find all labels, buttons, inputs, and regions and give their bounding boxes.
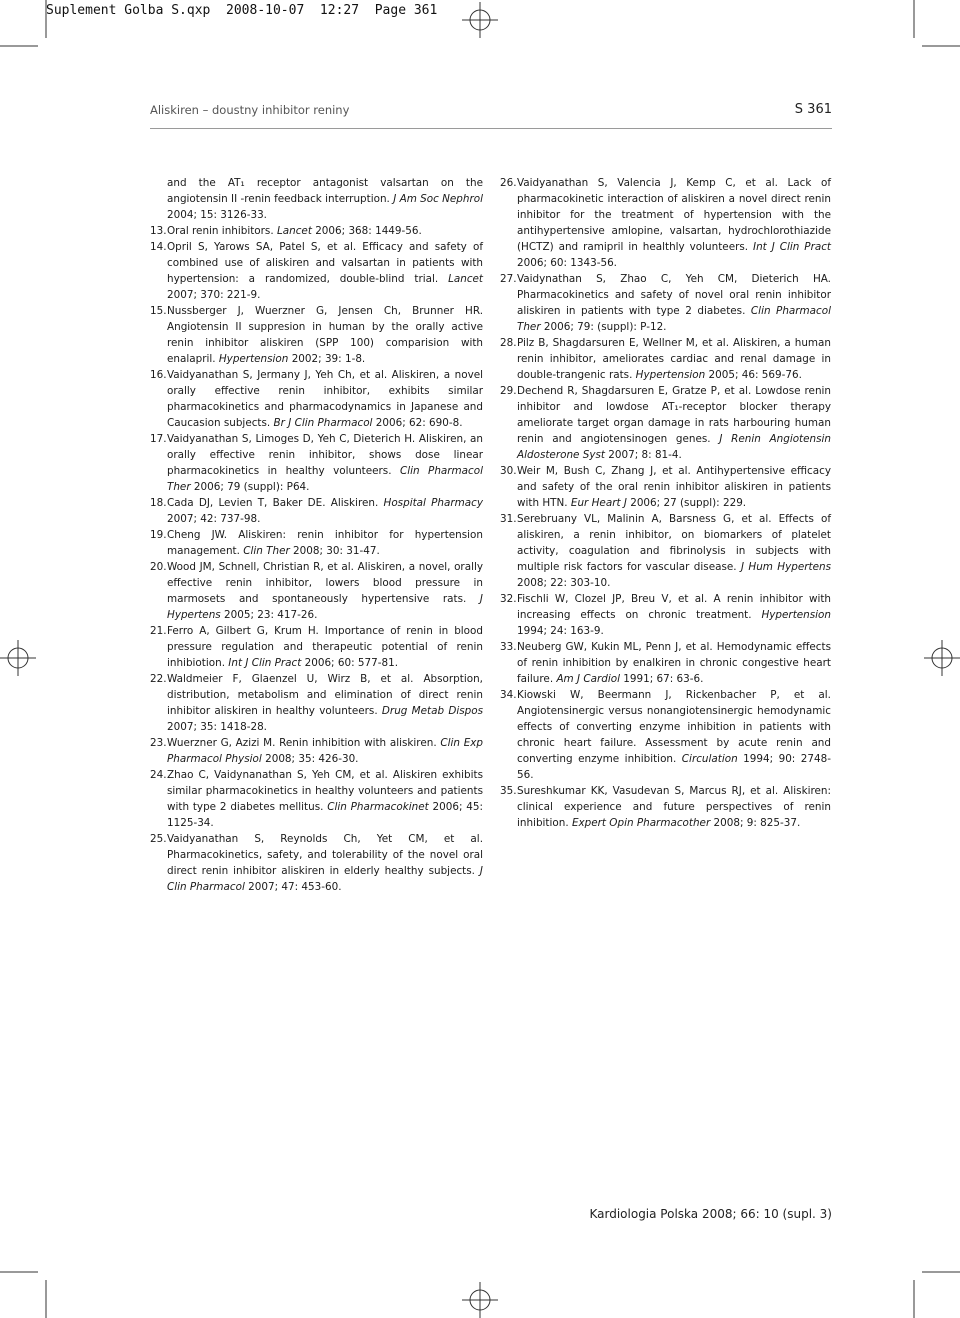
- crop-mark-icon: [0, 0, 80, 80]
- reference-number: 30.: [500, 465, 517, 477]
- reference-citation: 2006; 368: 1449-56.: [311, 225, 422, 237]
- reference-citation: 2006; 79: (suppl): P-12.: [540, 321, 667, 333]
- crosshair-mark-icon: [924, 640, 960, 676]
- reference-number: 26.: [500, 177, 517, 189]
- reference-number: 18.: [150, 497, 167, 509]
- reference-text: Nussberger J, Wuerzner G, Jensen Ch, Brunner HR. Angiotensin II suppresion in human by the orally active renin inhibitor aliskiren (SPP 100) comparision with enalapril.: [167, 305, 483, 365]
- reference-journal: J Am Soc Nephrol: [393, 193, 484, 205]
- reference-text: Wood JM, Schnell, Christian R, et al. Aliskiren, a novel, orally effective renin inhibitor, lowers blood pressure in marmosets and spontaneously hypertensive rats.: [167, 561, 483, 605]
- reference-text: Kiowski W, Beermann J, Rickenbacher P, et al. Angiotensinergic versus nonangiotensinergic hemodynamic effects of converting enzyme inhibition in patients with chronic heart failure. Assessment by acute renin and converting enzyme inhibition.: [517, 689, 831, 765]
- reference-number: 29.: [500, 385, 517, 397]
- reference-journal: Clin Pharmacol Ther: [167, 465, 483, 493]
- reference-citation: 2007; 47: 453-60.: [244, 881, 342, 893]
- reference-citation: 1994; 24: 163-9.: [517, 625, 604, 637]
- reference-number: 21.: [150, 625, 167, 637]
- reference-journal: Int J Clin Pract: [753, 241, 831, 253]
- reference-entry: [150, 527, 483, 559]
- reference-journal: Clin Pharmacol Ther: [517, 305, 831, 333]
- reference-text: Vaidynathan S, Zhao C, Yeh CM, Dieterich HA. Pharmacokinetics and safety of novel oral renin inhibitor aliskiren in patients with type 2 diabetes.: [517, 273, 831, 317]
- reference-text: Weir M, Bush C, Zhang J, et al. Antihypertensive efficacy and safety of the oral renin inhibitor aliskiren in patients with HTN.: [517, 465, 831, 509]
- reference-text: Cheng JW. Aliskiren: renin inhibitor for hypertension management.: [167, 529, 483, 557]
- reference-entry: [150, 735, 483, 767]
- reference-entry: [150, 239, 483, 303]
- reference-journal: Hypertension: [635, 369, 706, 381]
- reference-citation: 2008; 30: 31-47.: [289, 545, 380, 557]
- reference-journal: J Clin Pharmacol: [167, 865, 483, 893]
- reference-journal: Lancet: [276, 225, 312, 237]
- running-head-title: Aliskiren – doustny inhibitor reniny: [150, 103, 350, 117]
- reference-number: 32.: [500, 593, 517, 605]
- reference-journal: Eur Heart J: [570, 497, 627, 509]
- reference-journal: Clin Pharmacokinet: [327, 801, 429, 813]
- reference-entry: [150, 671, 483, 735]
- reference-entry: [500, 335, 831, 383]
- reference-number: 31.: [500, 513, 517, 525]
- crop-mark-icon: [880, 1238, 960, 1318]
- reference-journal: J Renin Angiotensin Aldosterone Syst: [517, 433, 831, 461]
- reference-journal: Am J Cardiol: [556, 673, 620, 685]
- header-divider: [150, 128, 832, 129]
- reference-citation: 2007; 35: 1418-28.: [167, 721, 267, 733]
- reference-citation: 2007; 370: 221-9.: [167, 289, 261, 301]
- reference-entry: [150, 831, 483, 895]
- reference-entry: [150, 559, 483, 623]
- reference-citation: 1991; 67: 63-6.: [619, 673, 704, 685]
- print-slug: Suplement Golba S.qxp 2008-10-07 12:27 Page 361: [46, 3, 438, 18]
- reference-citation: 2005; 46: 569-76.: [705, 369, 802, 381]
- reference-number: 19.: [150, 529, 167, 541]
- reference-entry: [150, 367, 483, 431]
- reference-citation: 2006; 79 (suppl): P64.: [190, 481, 310, 493]
- reference-journal: Expert Opin Pharmacother: [571, 817, 711, 829]
- reference-journal: Br J Clin Pharmacol: [273, 417, 373, 429]
- reference-entry: [500, 383, 831, 463]
- reference-number: 22.: [150, 673, 167, 685]
- reference-journal: Lancet: [448, 273, 483, 285]
- reference-number: 15.: [150, 305, 167, 317]
- reference-entry: [150, 175, 483, 223]
- reference-entry: [150, 623, 483, 671]
- reference-entry: [500, 271, 831, 335]
- reference-citation: 2007; 8: 81-4.: [604, 449, 682, 461]
- reference-number: 16.: [150, 369, 167, 381]
- reference-text: Vaidyanathan S, Limoges D, Yeh C, Dieterich H. Aliskiren, an orally effective renin inhibitor, shows dose linear pharmacokinetics in healthy volunteers.: [167, 433, 483, 477]
- reference-journal: Hospital Pharmacy: [383, 497, 483, 509]
- reference-text: Sureshkumar KK, Vasudevan S, Marcus RJ, et al. Aliskiren: clinical experience and future perspectives of renin inhibition.: [517, 785, 831, 829]
- reference-journal: Hypertension: [218, 353, 289, 365]
- reference-citation: 2005; 23: 417-26.: [220, 609, 318, 621]
- references-left-column: [150, 175, 483, 895]
- reference-entry: [150, 431, 483, 495]
- crosshair-mark-icon: [0, 640, 36, 676]
- reference-entry: [150, 303, 483, 367]
- reference-number: 23.: [150, 737, 167, 749]
- reference-number: 27.: [500, 273, 517, 285]
- reference-entry: [500, 511, 831, 591]
- reference-citation: 2006; 60: 577-81.: [301, 657, 398, 669]
- reference-number: 35.: [500, 785, 517, 797]
- page-number: S 361: [794, 102, 832, 117]
- reference-citation: 2008; 22: 303-10.: [517, 577, 611, 589]
- reference-text: Ferro A, Gilbert G, Krum H. Importance of renin in blood pressure regulation and therapeutic potential of renin inhibiotion.: [167, 625, 483, 669]
- reference-entry: [500, 175, 831, 271]
- reference-number: 25.: [150, 833, 167, 845]
- reference-text: Vaidyanathan S, Reynolds Ch, Yet CM, et al. Pharmacokinetics, safety, and tolerability of the novel oral direct renin inhibitor aliskiren in elderly healthy subjects.: [167, 833, 483, 877]
- reference-text: Wuerzner G, Azizi M. Renin inhibition with aliskiren.: [167, 737, 441, 749]
- reference-number: 13.: [150, 225, 167, 237]
- reference-journal: J Hypertens: [167, 593, 483, 621]
- crop-mark-icon: [880, 0, 960, 80]
- reference-journal: Circulation: [681, 753, 738, 765]
- reference-journal: Hypertension: [761, 609, 831, 621]
- reference-citation: 2006; 62: 690-8.: [372, 417, 463, 429]
- reference-entry: [500, 783, 831, 831]
- reference-entry: [500, 687, 831, 783]
- reference-citation: 1994; 90: 2748-56.: [517, 753, 831, 781]
- reference-number: 17.: [150, 433, 167, 445]
- reference-citation: 2006; 27 (suppl): 229.: [626, 497, 747, 509]
- reference-text: Dechend R, Shagdarsuren E, Gratze P, et al. Lowdose renin inhibitor and lowdose AT₁-receptor blocker therapy ameliorate target organ damage in rats harbouring human renin and angiotensinogen genes.: [517, 385, 831, 445]
- reference-number: 14.: [150, 241, 167, 253]
- reference-text: and the AT₁ receptor antagonist valsartan on the angiotensin II -renin feedback interruption.: [167, 177, 483, 205]
- reference-number: 28.: [500, 337, 517, 349]
- reference-text: Vaidyanathan S, Jermany J, Yeh Ch, et al. Aliskiren, a novel orally effective renin inhibitor, exhibits similar pharmacokinetics and pharmacodynamics in Japanese and Caucasion subjects.: [167, 369, 483, 429]
- crosshair-mark-icon: [462, 1282, 498, 1318]
- reference-number: 24.: [150, 769, 167, 781]
- reference-journal: Clin Exp Pharmacol Physiol: [167, 737, 483, 765]
- reference-text: Fischli W, Clozel JP, Breu V, et al. A renin inhibitor with increasing effects on chronic treatment.: [517, 593, 831, 621]
- crop-mark-icon: [0, 1238, 80, 1318]
- reference-text: Neuberg GW, Kukin ML, Penn J, et al. Hemodynamic effects of renin inhibition by enalkiren in chronic congestive heart failure.: [517, 641, 831, 685]
- reference-citation: 2007; 42: 737-98.: [167, 513, 261, 525]
- reference-text: Waldmeier F, Glaenzel U, Wirz B, et al. Absorption, distribution, metabolism and elimination of direct renin inhibitor aliskiren in healthy volunteers.: [167, 673, 483, 717]
- reference-entry: [150, 223, 483, 239]
- reference-entry: [500, 591, 831, 639]
- reference-number: 34.: [500, 689, 517, 701]
- reference-text: Vaidyanathan S, Valencia J, Kemp C, et al. Lack of pharmacokinetic interaction of aliskiren a novel direct renin inhibitor for the treatment of hypertension with the antihypertensive amlopine, valsartan, hydrochlorothiazide (HCTZ) and ramipril in healthly volunteers.: [517, 177, 831, 253]
- reference-citation: 2008; 35: 426-30.: [261, 753, 359, 765]
- reference-citation: 2006; 45: 1125-34.: [167, 801, 483, 829]
- reference-entry: [500, 639, 831, 687]
- reference-citation: 2006; 60: 1343-56.: [517, 257, 617, 269]
- reference-number: 20.: [150, 561, 167, 573]
- reference-citation: 2008; 9: 825-37.: [710, 817, 801, 829]
- journal-footer: Kardiologia Polska 2008; 66: 10 (supl. 3): [589, 1207, 832, 1221]
- crosshair-mark-icon: [462, 2, 498, 38]
- reference-journal: J Hum Hypertens: [740, 561, 832, 573]
- reference-entry: [500, 463, 831, 511]
- reference-text: Cada DJ, Levien T, Baker DE. Aliskiren.: [167, 497, 384, 509]
- reference-text: Oral renin inhibitors.: [167, 225, 277, 237]
- reference-text: Pilz B, Shagdarsuren E, Wellner M, et al. Aliskiren, a human renin inhibitor, ameliorates cardiac and renal damage in double-trangenic rats.: [517, 337, 831, 381]
- reference-journal: Int J Clin Pract: [228, 657, 302, 669]
- references-right-column: [500, 175, 831, 831]
- reference-journal: Clin Ther: [243, 545, 290, 557]
- reference-number: 33.: [500, 641, 517, 653]
- reference-text: Zhao C, Vaidynanathan S, Yeh CM, et al. Aliskiren exhibits similar pharmacokinetics in healthy volunteers and patients with type 2 diabetes mellitus.: [167, 769, 483, 813]
- reference-entry: [150, 495, 483, 527]
- reference-text: Serebruany VL, Malinin A, Barsness G, et al. Effects of aliskiren, a renin inhibitor, on biomarkers of platelet activity, coagulation and fibrinolysis in subjects with multiple risk factors for vascular disease.: [517, 513, 831, 573]
- reference-citation: 2004; 15: 3126-33.: [167, 209, 267, 221]
- reference-text: Opril S, Yarows SA, Patel S, et al. Efficacy and safety of combined use of aliskiren and valsartan in patients with hypertension: a randomized, double-blind trial.: [167, 241, 483, 285]
- reference-entry: [150, 767, 483, 831]
- reference-citation: 2002; 39: 1-8.: [288, 353, 366, 365]
- reference-journal: Drug Metab Dispos: [381, 705, 483, 717]
